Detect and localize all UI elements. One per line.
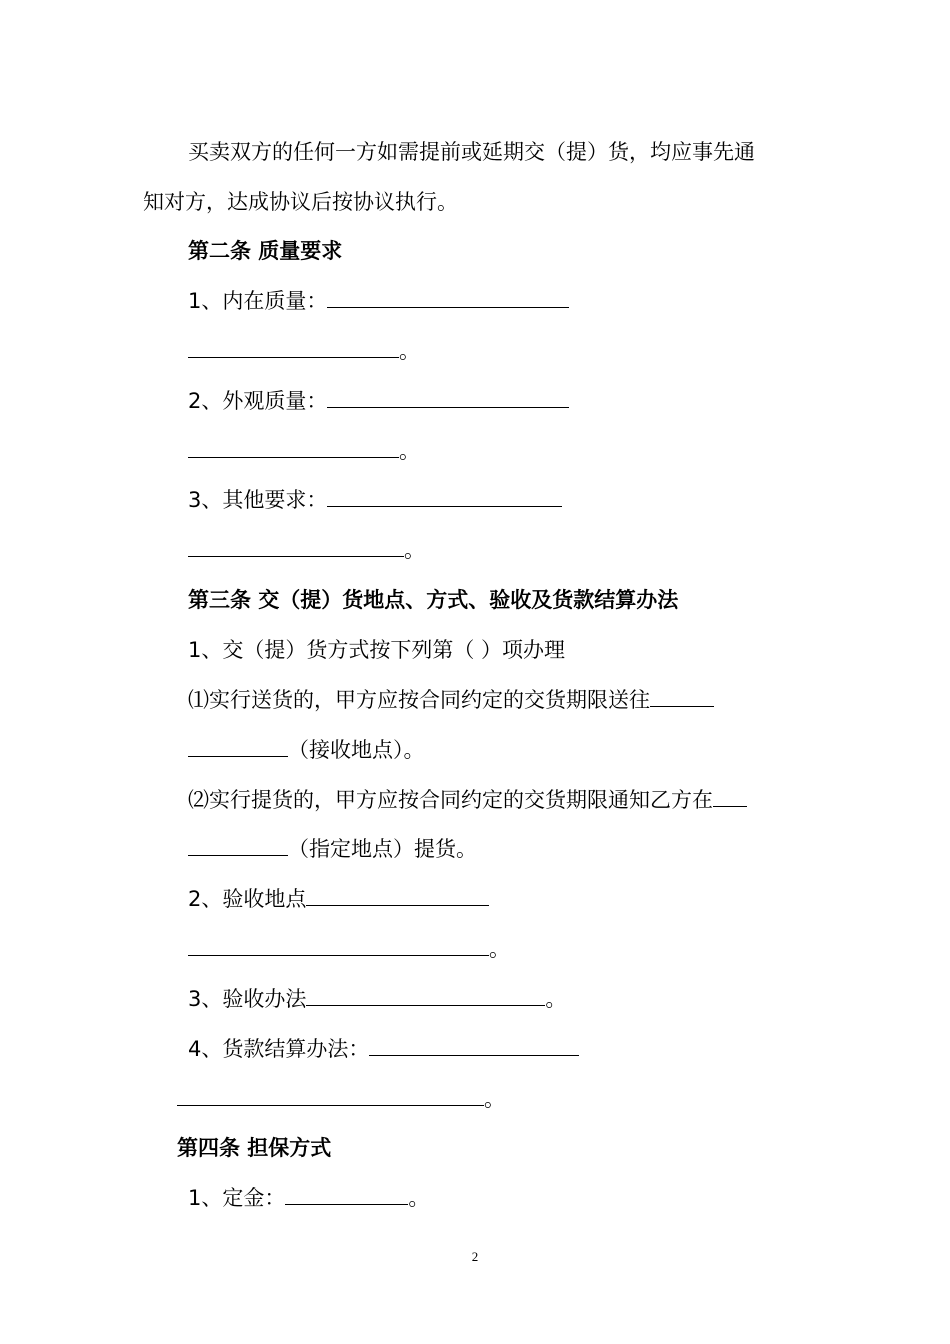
paragraph-line: 买卖双方的任何一方如需提前或延期交（提）货，均应事先通 <box>188 140 755 164</box>
blank-line: 。 <box>188 338 420 364</box>
blank-field <box>188 739 288 757</box>
blank-field <box>188 539 404 557</box>
page-number: 2 <box>471 1249 479 1264</box>
blank-field <box>306 888 489 906</box>
article-3-heading: 第三条 交（提）货地点、方式、验收及货款结算办法 <box>188 588 679 612</box>
option-delivery-line: ⑴实行送货的，甲方应按合同约定的交货期限送往 <box>188 687 714 713</box>
blank-line: 。 <box>188 537 425 563</box>
article-2-heading: 第二条 质量要求 <box>188 239 343 263</box>
quality-appearance-line: 2、外观质量： <box>188 388 569 414</box>
inspection-method-line: 3、验收办法 。 <box>188 987 567 1011</box>
quality-internal-line: 1、内在质量： <box>188 288 569 314</box>
blank-field <box>327 390 569 408</box>
blank-field <box>188 938 489 956</box>
inspection-location-line: 2、验收地点 <box>188 886 489 912</box>
deposit-line: 1、定金： 。 <box>188 1186 430 1210</box>
blank-field <box>327 290 569 308</box>
payment-method-line: 4、货款结算办法： <box>188 1036 579 1062</box>
blank-field <box>650 689 714 707</box>
blank-field <box>285 1187 408 1205</box>
blank-field <box>713 789 747 807</box>
blank-line: 。 <box>188 438 420 464</box>
blank-field <box>188 340 399 358</box>
blank-field <box>177 1088 484 1106</box>
blank-field <box>188 838 288 856</box>
receiving-location-line: （接收地点）。 <box>188 737 425 763</box>
pickup-location-line: （指定地点）提货。 <box>188 836 477 862</box>
blank-field <box>306 988 545 1006</box>
blank-field <box>188 440 399 458</box>
article-4-heading: 第四条 担保方式 <box>177 1136 332 1160</box>
blank-line: 。 <box>177 1086 505 1112</box>
paragraph-line: 知对方，达成协议后按协议执行。 <box>143 190 458 214</box>
quality-other-line: 3、其他要求： <box>188 487 562 513</box>
option-pickup-line: ⑵实行提货的，甲方应按合同约定的交货期限通知乙方在 <box>188 787 747 813</box>
delivery-method-line: 1、交（提）货方式按下列第（ ）项办理 <box>188 638 566 662</box>
blank-field <box>327 489 562 507</box>
blank-line: 。 <box>188 936 510 962</box>
blank-field <box>369 1038 579 1056</box>
